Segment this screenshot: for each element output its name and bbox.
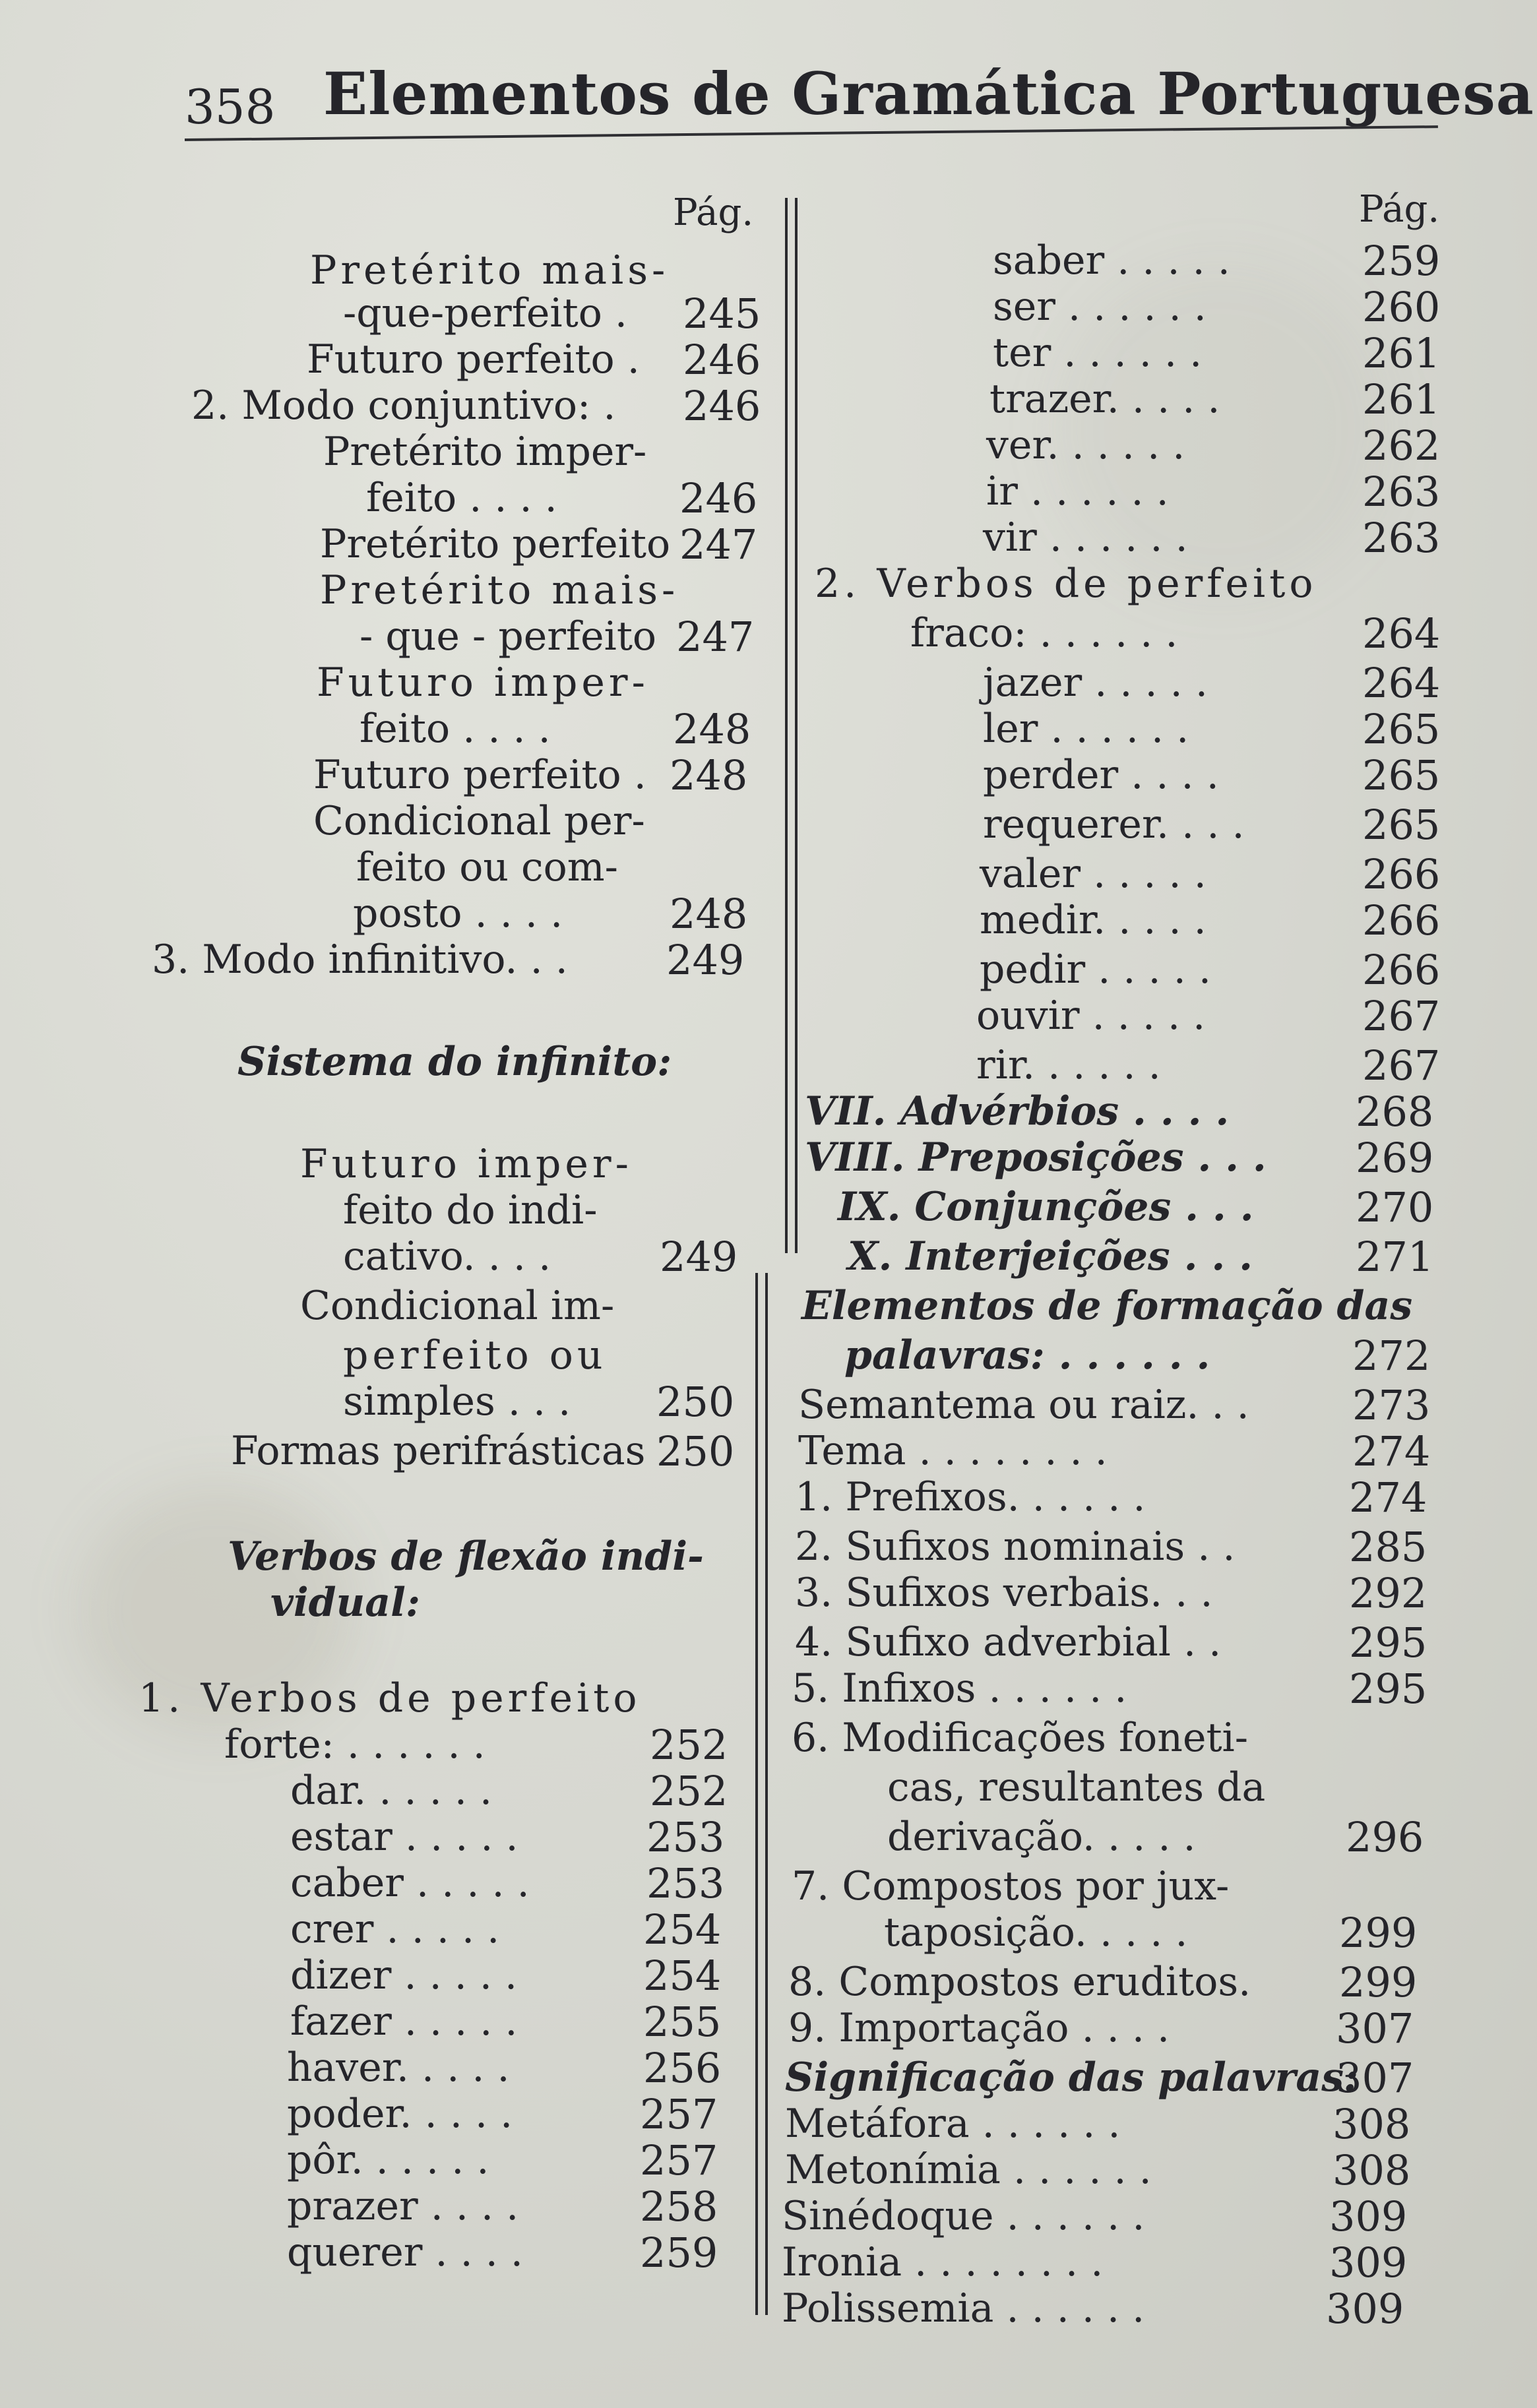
index-entry-label: estar . . . . . <box>290 1814 518 1860</box>
index-entry-page: 249 <box>666 936 745 984</box>
index-entry-label: Condicional per- <box>313 798 645 844</box>
index-entry-label: haver. . . . . <box>287 2045 510 2091</box>
index-entry-page: 308 <box>1333 2100 1411 2148</box>
index-entry-page: 263 <box>1362 514 1441 562</box>
column-divider <box>765 1273 768 2315</box>
index-entry-page: 307 <box>1336 2054 1414 2102</box>
index-entry-page: 253 <box>646 1859 725 1907</box>
index-entry-label: 1. Prefixos. . . . . . <box>795 1474 1146 1520</box>
index-entry-label: taposição. . . . . <box>884 1909 1188 1956</box>
index-entry-label: requerer. . . . <box>983 801 1245 848</box>
index-entry-page: 261 <box>1362 375 1441 423</box>
index-entry-page: 308 <box>1333 2146 1411 2194</box>
index-entry-page: 259 <box>1362 237 1441 285</box>
index-entry-page: 256 <box>643 2044 722 2092</box>
index-entry-page: 257 <box>640 2090 718 2138</box>
index-entry-label: vir . . . . . . <box>983 514 1188 561</box>
index-entry-page: 292 <box>1349 1569 1427 1617</box>
index-entry-label: Futuro perfeito . <box>313 752 646 798</box>
index-entry-page: 250 <box>656 1427 735 1475</box>
index-entry-label: trazer. . . . . <box>989 376 1220 422</box>
index-entry-page: 295 <box>1349 1665 1427 1713</box>
page-number: 358 <box>185 79 276 135</box>
index-entry-label: dar. . . . . . <box>290 1768 493 1814</box>
index-entry-label: Pretérito mais- <box>310 247 670 293</box>
index-entry-page: 254 <box>643 1952 722 2000</box>
index-entry-page: 267 <box>1362 992 1441 1040</box>
index-entry-page: 255 <box>643 1998 722 2046</box>
index-entry-label: Pretérito perfeito <box>320 521 671 567</box>
index-entry-page: 296 <box>1346 1813 1424 1861</box>
index-entry-label: 3. Modo infinitivo. . . <box>152 937 568 983</box>
index-entry-label: cas, resultantes da <box>887 1764 1266 1810</box>
index-entry-label: 2. Modo conjuntivo: . <box>191 383 616 429</box>
index-entry-page: 309 <box>1329 2238 1408 2287</box>
index-entry-label: -que-perfeito . <box>343 290 627 336</box>
index-entry-label: simples . . . <box>343 1378 571 1425</box>
index-entry-label: Pretérito imper- <box>323 429 647 475</box>
index-entry-label: forte: . . . . . . <box>224 1721 486 1768</box>
index-entry-label: crer . . . . . <box>290 1906 500 1952</box>
index-entry-label: 7. Compostos por jux- <box>792 1863 1230 1909</box>
index-entry-label: vidual: <box>270 1580 421 1626</box>
index-entry-label: Sistema do infinito: <box>237 1039 672 1085</box>
index-entry-label: querer . . . . <box>287 2229 524 2275</box>
index-entry-label: perfeito ou <box>343 1332 607 1378</box>
index-entry-label: 9. Importação . . . . <box>788 2005 1170 2051</box>
index-entry-page: 248 <box>670 751 748 799</box>
index-entry-label: 5. Infixos . . . . . . <box>792 1665 1127 1712</box>
index-entry-label: caber . . . . . <box>290 1860 530 1906</box>
index-entry-label: Futuro perfeito . <box>307 336 640 383</box>
index-entry-label: VII. Advérbios . . . . <box>805 1088 1230 1134</box>
index-entry-page: 262 <box>1362 421 1441 470</box>
index-entry-page: 249 <box>660 1233 738 1281</box>
index-entry-page: 264 <box>1362 609 1441 658</box>
index-entry-label: pôr. . . . . . <box>287 2137 489 2183</box>
index-entry-label: 4. Sufixo adverbial . . <box>795 1619 1222 1665</box>
index-entry-page: 258 <box>640 2182 718 2231</box>
index-entry-label: 3. Sufixos verbais. . . <box>795 1570 1213 1616</box>
index-entry-page: 250 <box>656 1378 735 1426</box>
index-entry-label: Metáfora . . . . . . <box>785 2101 1121 2147</box>
index-entry-label: prazer . . . . <box>287 2183 519 2229</box>
index-entry-label: ter . . . . . . <box>993 330 1203 376</box>
index-entry-page: 246 <box>683 382 761 430</box>
index-entry-label: ler . . . . . . <box>983 706 1189 752</box>
book-title: Elementos de Gramática Portuguesa <box>323 59 1534 128</box>
index-entry-label: feito . . . . <box>360 706 551 752</box>
index-entry-label: Pretérito mais- <box>320 567 679 613</box>
index-entry-page: 261 <box>1362 329 1441 377</box>
index-entry-page: 246 <box>679 474 758 522</box>
page-header <box>185 40 1534 152</box>
index-entry-label: pedir . . . . . <box>980 946 1211 993</box>
index-entry-label: derivação. . . . . <box>887 1814 1196 1860</box>
index-entry-page: 299 <box>1339 1958 1418 2006</box>
index-entry-page: 270 <box>1356 1183 1434 1231</box>
index-entry-page: 295 <box>1349 1619 1427 1667</box>
index-entry-label: Polissemia . . . . . . <box>782 2285 1145 2331</box>
index-entry-page: 259 <box>640 2229 718 2277</box>
index-entry-label: poder. . . . . <box>287 2091 513 2137</box>
index-entry-label: Sinédoque . . . . . . <box>782 2193 1145 2239</box>
index-entry-page: 248 <box>673 705 751 753</box>
column-divider <box>755 1273 758 2315</box>
pag-label-right: Pág. <box>1359 188 1440 231</box>
index-entry-page: 246 <box>683 336 761 384</box>
index-entry-page: 257 <box>640 2136 718 2184</box>
index-entry-label: Tema . . . . . . . . <box>798 1428 1108 1474</box>
index-entry-label: Semantema ou raiz. . . <box>798 1382 1249 1428</box>
index-entry-label: feito ou com- <box>356 844 618 890</box>
index-entry-label: feito . . . . <box>366 475 557 521</box>
index-entry-page: 273 <box>1352 1381 1431 1429</box>
index-entry-page: 263 <box>1362 468 1441 516</box>
index-entry-label: cativo. . . . <box>343 1233 551 1280</box>
index-entry-label: palavras: . . . . . . <box>844 1332 1210 1378</box>
index-entry-label: Verbos de flexão indi- <box>228 1533 704 1580</box>
index-entry-page: 254 <box>643 1905 722 1954</box>
index-entry-label: ser . . . . . . <box>993 284 1207 330</box>
index-entry-label: Significação das palavras: <box>785 2054 1359 2101</box>
index-entry-label: jazer . . . . . <box>983 660 1208 706</box>
index-entry-label: fraco: . . . . . . <box>910 610 1178 656</box>
index-entry-label: saber . . . . . <box>993 237 1230 284</box>
index-entry-label: 6. Modificações foneti- <box>792 1715 1249 1761</box>
index-entry-label: Formas perifrásticas <box>231 1428 646 1474</box>
index-entry-label: 8. Compostos eruditos. <box>788 1959 1251 2005</box>
index-entry-page: 266 <box>1362 850 1441 898</box>
index-entry-page: 248 <box>670 890 748 938</box>
index-entry-page: 266 <box>1362 946 1441 994</box>
index-entry-label: ir . . . . . . <box>986 468 1169 514</box>
index-entry-label: Ironia . . . . . . . . <box>782 2239 1104 2285</box>
index-entry-page: 247 <box>679 520 758 569</box>
index-entry-page: 299 <box>1339 1909 1418 1957</box>
index-entry-page: 252 <box>650 1721 728 1769</box>
pag-label-left: Pág. <box>673 191 754 234</box>
index-entry-label: 1. Verbos de perfeito <box>139 1675 641 1721</box>
index-entry-label: 2. Verbos de perfeito <box>815 561 1317 607</box>
index-entry-page: 252 <box>650 1767 728 1815</box>
index-entry-page: 265 <box>1362 751 1441 799</box>
index-entry-label: ouvir . . . . . <box>976 993 1206 1039</box>
index-entry-label: - que - perfeito <box>360 613 657 660</box>
column-divider <box>785 198 788 1253</box>
index-entry-page: 265 <box>1362 801 1441 849</box>
column-divider <box>795 198 798 1253</box>
index-entry-page: 269 <box>1356 1134 1434 1182</box>
index-entry-label: valer . . . . . <box>980 851 1207 897</box>
index-entry-page: 253 <box>646 1813 725 1861</box>
index-entry-page: 265 <box>1362 705 1441 753</box>
index-entry-label: fazer . . . . . <box>290 1998 518 2045</box>
index-entry-page: 266 <box>1362 896 1441 944</box>
index-entry-page: 247 <box>676 613 755 661</box>
index-entry-page: 309 <box>1329 2192 1408 2240</box>
index-entry-page: 267 <box>1362 1041 1441 1090</box>
index-entry-page: 271 <box>1356 1233 1434 1281</box>
index-entry-label: rir. . . . . . <box>976 1042 1161 1088</box>
index-entry-page: 274 <box>1352 1427 1431 1475</box>
index-entry-label: Condicional im- <box>300 1283 615 1329</box>
index-entry-label: medir. . . . . <box>980 897 1207 943</box>
index-entry-label: Futuro imper- <box>317 660 649 706</box>
index-entry-page: 245 <box>683 290 761 338</box>
index-entry-page: 309 <box>1326 2285 1404 2333</box>
index-entry-label: perder . . . . <box>983 752 1219 798</box>
index-entry-label: posto . . . . <box>353 890 563 937</box>
index-entry-label: Elementos de formação das <box>801 1283 1413 1329</box>
index-entry-page: 272 <box>1352 1332 1431 1380</box>
index-entry-label: ver. . . . . . <box>986 422 1185 468</box>
index-entry-page: 274 <box>1349 1473 1427 1522</box>
index-entry-page: 264 <box>1362 659 1441 707</box>
index-entry-label: VIII. Preposições . . . <box>805 1134 1267 1181</box>
index-entry-label: Futuro imper- <box>300 1141 633 1187</box>
index-entry-page: 285 <box>1349 1523 1427 1571</box>
index-entry-label: IX. Conjunções . . . <box>838 1184 1254 1230</box>
index-entry-label: dizer . . . . . <box>290 1952 518 1998</box>
index-entry-page: 260 <box>1362 283 1441 331</box>
index-entry-label: Metonímia . . . . . . <box>785 2147 1152 2193</box>
index-entry-label: feito do indi- <box>343 1187 598 1233</box>
index-entry-label: X. Interjeições . . . <box>848 1233 1253 1280</box>
index-entry-page: 268 <box>1356 1088 1434 1136</box>
index-entry-page: 307 <box>1336 2004 1414 2053</box>
index-entry-label: 2. Sufixos nominais . . <box>795 1524 1236 1570</box>
